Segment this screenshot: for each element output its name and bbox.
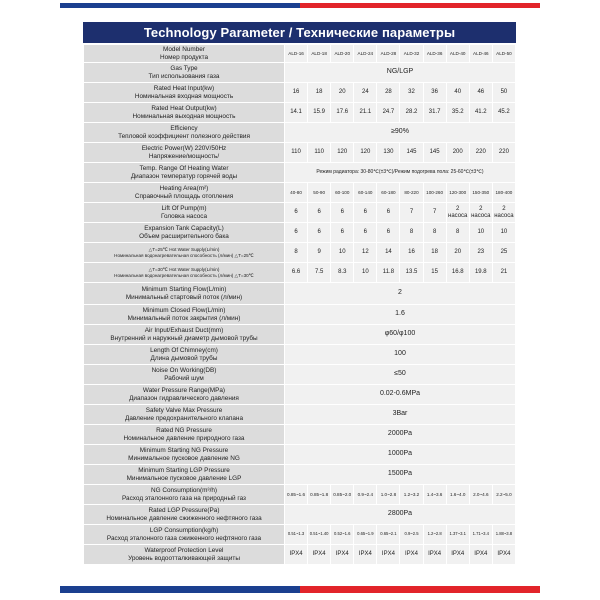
spec-value: 0.65~2.1 bbox=[377, 525, 400, 545]
spec-label bbox=[84, 63, 285, 83]
spec-value: 0.85~1.6 bbox=[285, 485, 308, 505]
spec-label bbox=[84, 243, 285, 263]
spec-value: 1.37~3.1 bbox=[446, 525, 469, 545]
spec-row bbox=[84, 325, 516, 345]
spec-value: 6 bbox=[377, 203, 400, 223]
spec-label-en: Model Number bbox=[163, 46, 205, 54]
spec-value-merged: ≤50 bbox=[285, 365, 516, 385]
spec-value: 1.2~2.8 bbox=[423, 525, 446, 545]
spec-value: 120-300 bbox=[446, 183, 469, 203]
spec-label bbox=[84, 485, 285, 505]
spec-label-ru: Уровень водоотталкивающей защиты bbox=[128, 554, 240, 562]
spec-table-body bbox=[84, 45, 516, 565]
spec-row bbox=[84, 485, 516, 505]
spec-value: 220 bbox=[492, 143, 515, 163]
spec-label-en: Expansion Tank Capacity(L) bbox=[144, 225, 224, 233]
spec-value: 2.0~4.6 bbox=[469, 485, 492, 505]
spec-value: 7 bbox=[423, 203, 446, 223]
spec-label-en: △T=25℃ Hot Water Supply(L/min) bbox=[148, 247, 220, 253]
spec-row bbox=[84, 545, 516, 565]
spec-value: 16.8 bbox=[446, 263, 469, 283]
spec-value: 17.6 bbox=[331, 103, 354, 123]
spec-value: 40 bbox=[446, 83, 469, 103]
spec-label-en: Minimum Starting NG Pressure bbox=[139, 447, 229, 455]
spec-value: 35.2 bbox=[446, 103, 469, 123]
spec-label bbox=[84, 345, 285, 365]
spec-row bbox=[84, 385, 516, 405]
spec-value: 11.8 bbox=[377, 263, 400, 283]
spec-row bbox=[84, 283, 516, 305]
spec-label-ru: Минимальное пусковое давление LGP bbox=[126, 474, 242, 482]
spec-label-en: Rated Heat Output(kw) bbox=[151, 105, 217, 113]
spec-label-en: Waterproof Protection Level bbox=[144, 547, 224, 555]
spec-value: ALD-46 bbox=[469, 45, 492, 63]
spec-value: IPX4 bbox=[331, 545, 354, 565]
spec-value: IPX4 bbox=[423, 545, 446, 565]
spec-value: 8 bbox=[423, 223, 446, 243]
spec-label-en: Noise On Working(DB) bbox=[151, 367, 217, 375]
spec-label-ru: Расход эталонного газа на природный газ bbox=[121, 494, 246, 502]
spec-value: 50 bbox=[492, 83, 515, 103]
spec-value-merged: 2000Pa bbox=[285, 425, 516, 445]
spec-label bbox=[84, 505, 285, 525]
spec-value: 110 bbox=[285, 143, 308, 163]
spec-value: ALD-28 bbox=[377, 45, 400, 63]
spec-row bbox=[84, 505, 516, 525]
spec-row bbox=[84, 405, 516, 425]
spec-label-en: Rated NG Pressure bbox=[156, 427, 212, 435]
spec-value: 6 bbox=[308, 203, 331, 223]
spec-value: 10 bbox=[469, 223, 492, 243]
spec-value: 1.2~3.2 bbox=[400, 485, 423, 505]
spec-label-ru: Тепловой коэффициент полезного действия bbox=[118, 132, 250, 140]
spec-value-merged: Режим радиатора: 30-80℃(±3℃)/Режим подогрева пола: 25-60℃(±3℃) bbox=[285, 163, 516, 183]
spec-value: IPX4 bbox=[308, 545, 331, 565]
bottom-accent-bar-red bbox=[300, 586, 540, 593]
spec-label-en: Temp. Range Of Heating Water bbox=[139, 165, 229, 173]
spec-value: 40-80 bbox=[285, 183, 308, 203]
spec-value: 6 bbox=[354, 203, 377, 223]
spec-value: 2.2~5.0 bbox=[492, 485, 515, 505]
spec-value: 8 bbox=[446, 223, 469, 243]
spec-row bbox=[84, 123, 516, 143]
spec-value: ALD-32 bbox=[400, 45, 423, 63]
spec-row bbox=[84, 183, 516, 203]
spec-label-ru: Номинальная выходная мощность bbox=[132, 112, 236, 120]
spec-value: 0.85~2.0 bbox=[331, 485, 354, 505]
spec-value: 145 bbox=[423, 143, 446, 163]
spec-value: 2 насоса bbox=[492, 203, 515, 223]
spec-label bbox=[84, 103, 285, 123]
spec-label-en: Heating Area(m²) bbox=[159, 185, 209, 193]
top-accent-bar-blue bbox=[60, 3, 300, 8]
spec-row bbox=[84, 45, 516, 63]
spec-label-ru: Расход эталонного газа сжиженного нефтяного газа bbox=[106, 534, 262, 542]
spec-label-en: Electric Power(W) 220V/50Hz bbox=[141, 145, 227, 153]
spec-value: 13.5 bbox=[400, 263, 423, 283]
spec-label-ru: Рабочий шум bbox=[164, 374, 204, 382]
spec-label-en: Minimum Closed Flow(L/min) bbox=[142, 307, 226, 315]
spec-row bbox=[84, 223, 516, 243]
spec-value: 6 bbox=[354, 223, 377, 243]
spec-label-en: Length Of Chimney(cm) bbox=[150, 347, 218, 355]
spec-value: 14 bbox=[377, 243, 400, 263]
spec-value: 1.71~3.4 bbox=[469, 525, 492, 545]
spec-row bbox=[84, 203, 516, 223]
spec-label bbox=[84, 525, 285, 545]
spec-value: 8.3 bbox=[331, 263, 354, 283]
spec-value: 130 bbox=[377, 143, 400, 163]
spec-value: 36 bbox=[423, 83, 446, 103]
spec-label bbox=[84, 263, 285, 283]
spec-value: 0.65~1.9 bbox=[354, 525, 377, 545]
spec-value: 6 bbox=[285, 203, 308, 223]
spec-value: 0.51~1.3 bbox=[285, 525, 308, 545]
spec-value: 15.9 bbox=[308, 103, 331, 123]
spec-label-en: Lift Of Pump(m) bbox=[161, 205, 207, 213]
spec-label-ru: Внутренний и наружный диаметр дымовой трубы bbox=[110, 334, 258, 342]
spec-label-ru: Минимальный поток закрытия (л/мин) bbox=[127, 314, 241, 322]
spec-value: ALD-16 bbox=[285, 45, 308, 63]
spec-label-ru: Длина дымовой трубы bbox=[150, 354, 218, 362]
spec-value-merged: 1.6 bbox=[285, 305, 516, 325]
spec-value: 32 bbox=[400, 83, 423, 103]
spec-label-ru: Номинальная водонагревательная способность (л/мин) △T=25℃ bbox=[114, 252, 254, 258]
spec-row bbox=[84, 143, 516, 163]
spec-value: 10 bbox=[354, 263, 377, 283]
spec-label-ru: Объем расширительного бака bbox=[139, 232, 229, 240]
spec-label bbox=[84, 445, 285, 465]
spec-label-ru: Головка насоса bbox=[160, 212, 208, 220]
spec-label bbox=[84, 365, 285, 385]
spec-value: 110 bbox=[308, 143, 331, 163]
spec-row bbox=[84, 525, 516, 545]
spec-value: 100-260 bbox=[423, 183, 446, 203]
spec-value: 7 bbox=[400, 203, 423, 223]
spec-label bbox=[84, 223, 285, 243]
spec-value: IPX4 bbox=[469, 545, 492, 565]
spec-value: 80-220 bbox=[400, 183, 423, 203]
spec-value: 1.6~4.0 bbox=[446, 485, 469, 505]
spec-value: 0.9~2.5 bbox=[400, 525, 423, 545]
spec-value: 0.9~2.4 bbox=[354, 485, 377, 505]
spec-value: 14.1 bbox=[285, 103, 308, 123]
spec-value: IPX4 bbox=[400, 545, 423, 565]
spec-value: 6 bbox=[331, 203, 354, 223]
spec-label bbox=[84, 385, 285, 405]
spec-label bbox=[84, 305, 285, 325]
spec-value: 7.5 bbox=[308, 263, 331, 283]
spec-value: 23 bbox=[469, 243, 492, 263]
spec-value: 18 bbox=[423, 243, 446, 263]
spec-label-en: Rated Heat Input(kw) bbox=[153, 85, 215, 93]
spec-value: 50-90 bbox=[308, 183, 331, 203]
spec-value: 1.0~2.8 bbox=[377, 485, 400, 505]
spec-value: 10 bbox=[331, 243, 354, 263]
spec-label-en: Gas Type bbox=[170, 65, 198, 73]
spec-table bbox=[83, 44, 516, 565]
spec-row bbox=[84, 263, 516, 283]
spec-label-ru: Напряжение/мощность/ bbox=[148, 152, 220, 160]
spec-row bbox=[84, 243, 516, 263]
spec-label-ru: Номинальное давление природного газа bbox=[123, 434, 245, 442]
spec-row bbox=[84, 345, 516, 365]
spec-value: 220 bbox=[469, 143, 492, 163]
spec-value: 8 bbox=[400, 223, 423, 243]
spec-row bbox=[84, 465, 516, 485]
spec-label-ru: Справочный площадь отопления bbox=[134, 192, 234, 200]
spec-value: ALD-18 bbox=[308, 45, 331, 63]
spec-value: IPX4 bbox=[446, 545, 469, 565]
spec-value: 0.51~1.40 bbox=[308, 525, 331, 545]
spec-label-ru: Диапазон гидравлического давления bbox=[129, 394, 239, 402]
spec-value: 150-350 bbox=[469, 183, 492, 203]
spec-value: IPX4 bbox=[377, 545, 400, 565]
spec-label bbox=[84, 183, 285, 203]
spec-row bbox=[84, 83, 516, 103]
spec-value: ALD-20 bbox=[331, 45, 354, 63]
spec-value: 60-180 bbox=[377, 183, 400, 203]
spec-value: 28 bbox=[377, 83, 400, 103]
spec-label-en: Safety Valve Max Pressure bbox=[145, 407, 223, 415]
spec-row bbox=[84, 103, 516, 123]
spec-value: 2 насоса bbox=[469, 203, 492, 223]
spec-value: 0.85~1.8 bbox=[308, 485, 331, 505]
spec-value: 10 bbox=[492, 223, 515, 243]
spec-value-merged: 100 bbox=[285, 345, 516, 365]
spec-label bbox=[84, 143, 285, 163]
spec-value-merged: 1500Pa bbox=[285, 465, 516, 485]
spec-value: 180-400 bbox=[492, 183, 515, 203]
spec-label bbox=[84, 83, 285, 103]
spec-value: IPX4 bbox=[285, 545, 308, 565]
spec-value: 1.4~3.6 bbox=[423, 485, 446, 505]
spec-value: 1.88~3.8 bbox=[492, 525, 515, 545]
spec-label bbox=[84, 405, 285, 425]
spec-value: 19.8 bbox=[469, 263, 492, 283]
spec-label-en: Minimum Starting Flow(L/min) bbox=[141, 286, 227, 294]
spec-value: ALD-24 bbox=[354, 45, 377, 63]
spec-value-merged: 0.02-0.6MPa bbox=[285, 385, 516, 405]
spec-value: 46 bbox=[469, 83, 492, 103]
spec-label-ru: Минимальный стартовый поток (л/мин) bbox=[125, 293, 243, 301]
spec-value: 6 bbox=[331, 223, 354, 243]
spec-value: 16 bbox=[400, 243, 423, 263]
spec-value: 145 bbox=[400, 143, 423, 163]
spec-value: 45.2 bbox=[492, 103, 515, 123]
spec-value-merged: 2800Pa bbox=[285, 505, 516, 525]
spec-value: 21 bbox=[492, 263, 515, 283]
spec-value: 24 bbox=[354, 83, 377, 103]
spec-value: 2 насоса bbox=[446, 203, 469, 223]
spec-value: ALD-40 bbox=[446, 45, 469, 63]
spec-label bbox=[84, 45, 285, 63]
spec-label-ru: Номинальное давление сжиженного нефтяного газа bbox=[106, 514, 262, 522]
spec-label-ru: Минимальное пусковое давление NG bbox=[128, 454, 240, 462]
spec-value: 20 bbox=[446, 243, 469, 263]
spec-row bbox=[84, 445, 516, 465]
spec-label-ru: Тип использования газа bbox=[148, 72, 220, 80]
bottom-accent-bar-blue bbox=[60, 586, 300, 593]
spec-value: 31.7 bbox=[423, 103, 446, 123]
spec-label-en: Water Pressure Range(MPa) bbox=[142, 387, 226, 395]
spec-value-merged: NG/LGP bbox=[285, 63, 516, 83]
spec-row bbox=[84, 163, 516, 183]
spec-value: 24.7 bbox=[377, 103, 400, 123]
spec-label-en: LGP Consumption(kg/h) bbox=[149, 527, 219, 535]
spec-value: 16 bbox=[285, 83, 308, 103]
spec-value-merged: ≥90% bbox=[285, 123, 516, 143]
spec-value-merged: 3Bar bbox=[285, 405, 516, 425]
spec-label-en: Rated LGP Pressure(Pa) bbox=[148, 507, 220, 515]
spec-value: 28.2 bbox=[400, 103, 423, 123]
spec-value: 6 bbox=[308, 223, 331, 243]
spec-value: 21.1 bbox=[354, 103, 377, 123]
spec-row bbox=[84, 305, 516, 325]
top-accent-bar-red bbox=[300, 3, 540, 8]
spec-label-ru: Номинальная водонагревательная способность (л/мин) △T=30℃ bbox=[114, 272, 254, 278]
spec-value: 41.2 bbox=[469, 103, 492, 123]
spec-value: 6 bbox=[285, 223, 308, 243]
spec-label bbox=[84, 283, 285, 305]
spec-label-en: Air Input/Exhaust Duct(mm) bbox=[144, 327, 224, 335]
spec-value: 60-100 bbox=[331, 183, 354, 203]
spec-value-merged: 1000Pa bbox=[285, 445, 516, 465]
spec-value: 60-140 bbox=[354, 183, 377, 203]
spec-value-merged: 2 bbox=[285, 283, 516, 305]
table-title: Technology Parameter / Технические параметры bbox=[83, 22, 516, 43]
spec-value: 25 bbox=[492, 243, 515, 263]
spec-label bbox=[84, 465, 285, 485]
spec-value-merged: φ60/φ100 bbox=[285, 325, 516, 345]
spec-label-ru: Номер продукта bbox=[159, 53, 209, 61]
spec-label-en: Minimum Starting LGP Pressure bbox=[138, 467, 230, 475]
spec-value: 15 bbox=[423, 263, 446, 283]
spec-value: 6.6 bbox=[285, 263, 308, 283]
spec-label-ru: Диапазон температур горячей воды bbox=[130, 172, 238, 180]
spec-value: 0.52~1.6 bbox=[331, 525, 354, 545]
spec-label-ru: Номинальная входная мощность bbox=[134, 92, 234, 100]
spec-label-en: NG Consumption(m³/h) bbox=[150, 487, 218, 495]
spec-value: IPX4 bbox=[492, 545, 515, 565]
spec-label-ru: Давление предохранительного клапана bbox=[125, 414, 243, 422]
spec-value: 120 bbox=[331, 143, 354, 163]
spec-value: 12 bbox=[354, 243, 377, 263]
spec-value: IPX4 bbox=[354, 545, 377, 565]
spec-label bbox=[84, 325, 285, 345]
spec-value: 200 bbox=[446, 143, 469, 163]
spec-value: 6 bbox=[377, 223, 400, 243]
spec-value: 120 bbox=[354, 143, 377, 163]
spec-label-en: △T=30℃ Hot Water Supply(L/min) bbox=[148, 267, 220, 273]
spec-value: 20 bbox=[331, 83, 354, 103]
spec-label bbox=[84, 123, 285, 143]
spec-label bbox=[84, 163, 285, 183]
spec-value: ALD-50 bbox=[492, 45, 515, 63]
spec-label bbox=[84, 545, 285, 565]
spec-label bbox=[84, 425, 285, 445]
spec-row bbox=[84, 425, 516, 445]
spec-row bbox=[84, 63, 516, 83]
spec-value: 18 bbox=[308, 83, 331, 103]
spec-value: ALD-36 bbox=[423, 45, 446, 63]
spec-value: 8 bbox=[285, 243, 308, 263]
spec-label-en: Efficiency bbox=[170, 125, 198, 133]
spec-label bbox=[84, 203, 285, 223]
spec-value: 9 bbox=[308, 243, 331, 263]
spec-row bbox=[84, 365, 516, 385]
